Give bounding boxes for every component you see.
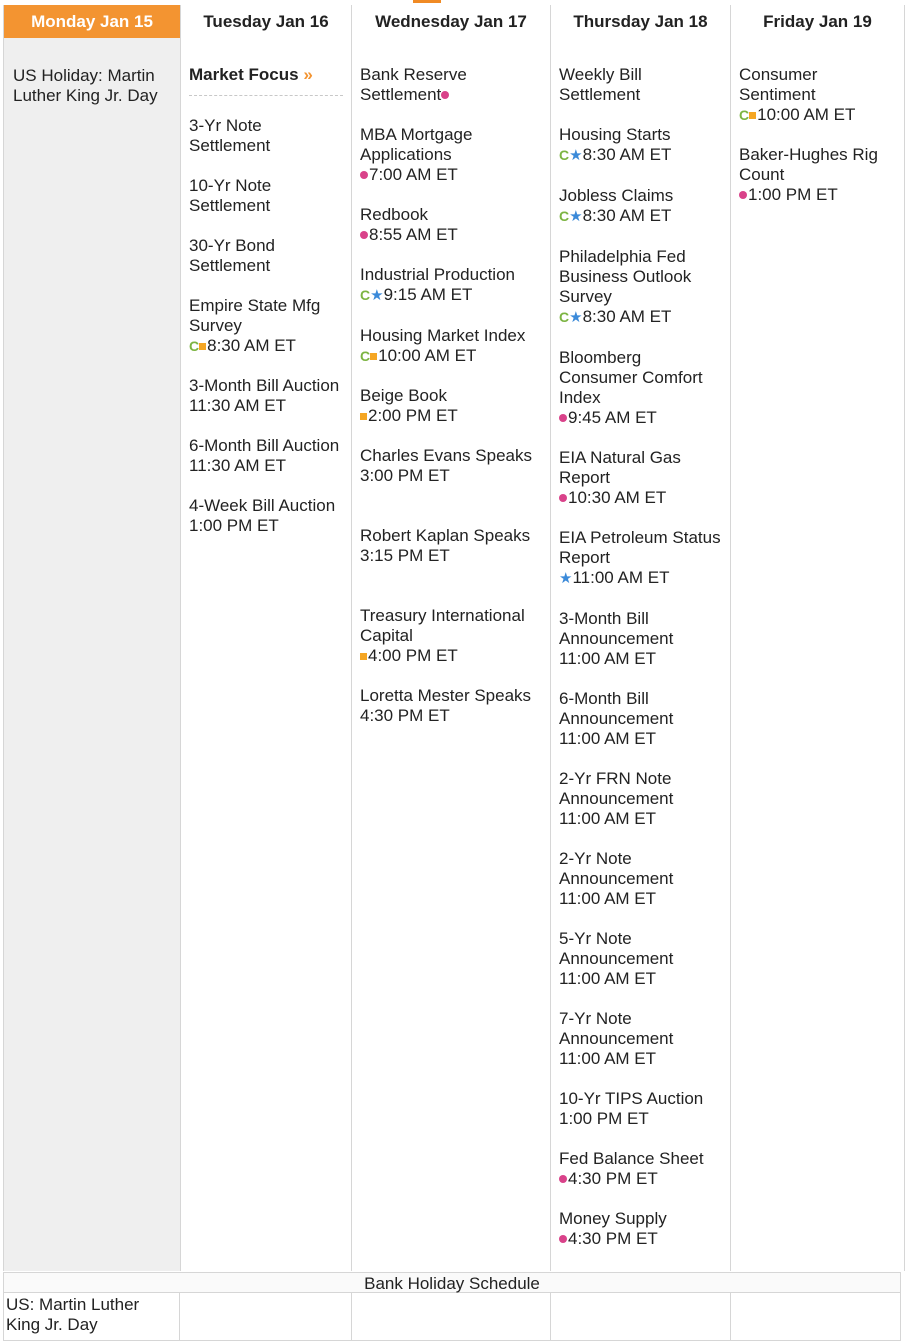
event-title[interactable] <box>360 326 542 346</box>
event-title[interactable] <box>360 65 542 105</box>
market-focus-link[interactable] <box>189 65 343 96</box>
event-time: 11:30 AM ET <box>189 456 287 475</box>
event-time: 11:00 AM ET <box>559 1049 657 1068</box>
event-title[interactable] <box>559 609 722 649</box>
event-item[interactable] <box>559 849 722 909</box>
event-title[interactable] <box>360 205 542 225</box>
event-time: 11:00 AM ET <box>572 568 670 587</box>
event-time: 4:30 PM ET <box>568 1229 658 1248</box>
event-title[interactable] <box>360 526 542 546</box>
star-icon: ★ <box>370 287 384 304</box>
event-time: 8:30 AM ET <box>582 206 672 225</box>
dot-icon <box>739 191 747 199</box>
event-title[interactable] <box>189 376 343 396</box>
event-time-line <box>360 346 542 366</box>
event-time: 10:00 AM ET <box>378 346 477 365</box>
event-item[interactable] <box>189 376 343 416</box>
event-title-text: Housing Starts <box>559 125 671 144</box>
event-title[interactable] <box>360 386 542 406</box>
event-time-line <box>360 285 542 306</box>
square-icon <box>360 413 367 420</box>
event-time-line <box>559 1049 722 1069</box>
event-title-text: Empire State Mfg Survey <box>189 296 321 335</box>
event-item[interactable] <box>189 116 343 156</box>
event-item[interactable] <box>360 205 542 245</box>
consensus-icon: C <box>739 107 750 123</box>
event-title-text: Weekly Bill Settlement <box>559 65 642 104</box>
day-header[interactable]: Wednesday Jan 17 <box>375 12 527 31</box>
day-header[interactable]: Thursday Jan 18 <box>573 12 708 31</box>
event-title[interactable] <box>360 606 542 646</box>
event-time: 1:00 PM ET <box>748 185 838 204</box>
event-time-line <box>189 336 343 356</box>
event-title[interactable] <box>559 448 722 488</box>
event-time: 8:30 AM ET <box>207 336 296 355</box>
event-title-text: 3-Month Bill Auction <box>189 376 340 395</box>
event-title[interactable] <box>559 186 722 206</box>
event-item[interactable] <box>559 609 722 669</box>
day-header[interactable]: Monday Jan 15 <box>4 5 180 38</box>
event-title-text: 10-Yr Note Settlement <box>189 176 272 215</box>
day-column-tuesday <box>181 5 352 1271</box>
event-time: 10:00 AM ET <box>757 105 856 124</box>
event-item[interactable] <box>559 247 722 328</box>
square-icon <box>199 343 206 350</box>
event-title-text: Consumer Sentiment <box>739 65 818 104</box>
event-time: 1:00 PM ET <box>559 1109 649 1128</box>
event-time: 4:30 PM ET <box>568 1169 658 1188</box>
event-item[interactable] <box>559 65 722 105</box>
bank-holiday-cell: US: Martin Luther King Jr. Day <box>3 1293 180 1341</box>
event-time-line <box>360 546 542 566</box>
event-title-text: Treasury International Capital <box>360 606 525 645</box>
event-title[interactable] <box>559 689 722 729</box>
day-column-friday <box>731 5 905 1271</box>
event-title-text: EIA Petroleum Status Report <box>559 528 721 567</box>
event-time-line <box>360 706 542 726</box>
event-time: 3:15 PM ET <box>360 546 450 565</box>
event-item[interactable] <box>559 528 722 589</box>
consensus-icon: C <box>559 147 570 163</box>
event-item[interactable] <box>559 125 722 166</box>
dot-icon <box>559 1235 567 1243</box>
event-item[interactable] <box>360 326 542 366</box>
consensus-icon: C <box>360 287 371 303</box>
holiday-note: US Holiday: Martin Luther King Jr. Day <box>13 66 158 105</box>
event-item[interactable] <box>559 1149 722 1189</box>
event-title-text: Philadelphia Fed Business Outlook Survey <box>559 247 692 306</box>
event-time: 11:00 AM ET <box>559 969 657 988</box>
event-item[interactable] <box>739 65 896 125</box>
event-time-line <box>559 488 722 508</box>
event-time-line <box>559 809 722 829</box>
event-title[interactable] <box>360 446 542 466</box>
event-time: 11:30 AM ET <box>189 396 287 415</box>
event-title[interactable] <box>559 348 722 408</box>
event-item[interactable] <box>360 446 542 486</box>
event-time-line <box>739 185 896 205</box>
event-title-text: Charles Evans Speaks <box>360 446 532 465</box>
event-title-text: 4-Week Bill Auction <box>189 496 336 515</box>
event-title-text: Loretta Mester Speaks <box>360 686 532 705</box>
event-item[interactable] <box>189 496 343 536</box>
event-time-line <box>559 649 722 669</box>
event-time: 2:00 PM ET <box>368 406 458 425</box>
event-title-text: 3-Month Bill Announcement <box>559 609 674 648</box>
consensus-icon: C <box>360 348 371 364</box>
event-time: 1:00 PM ET <box>189 516 279 535</box>
event-item[interactable] <box>189 236 343 276</box>
consensus-icon: C <box>559 208 570 224</box>
event-item[interactable] <box>559 929 722 989</box>
event-item[interactable] <box>360 65 542 105</box>
event-item[interactable] <box>559 1089 722 1129</box>
event-title-text: 30-Yr Bond Settlement <box>189 236 275 275</box>
event-time-line <box>559 408 722 428</box>
event-title[interactable] <box>559 1089 722 1109</box>
event-title[interactable] <box>559 247 722 307</box>
event-item[interactable] <box>559 1209 722 1249</box>
event-time-line <box>559 1109 722 1129</box>
dot-icon <box>559 1175 567 1183</box>
economic-calendar <box>3 0 905 1342</box>
event-title[interactable] <box>559 849 722 889</box>
event-title[interactable] <box>189 296 343 336</box>
event-title-text: Money Supply <box>559 1209 667 1228</box>
day-column-monday <box>3 5 181 1271</box>
event-title[interactable] <box>559 1009 722 1049</box>
event-title[interactable] <box>189 436 343 456</box>
event-item[interactable] <box>559 186 722 227</box>
event-title-text: 3-Yr Note Settlement <box>189 116 271 155</box>
square-icon <box>749 112 756 119</box>
event-title[interactable] <box>559 125 722 145</box>
event-title[interactable] <box>189 236 343 276</box>
square-icon <box>370 353 377 360</box>
event-time: 11:00 AM ET <box>559 729 657 748</box>
event-title-text: Fed Balance Sheet <box>559 1149 704 1168</box>
event-title-text: Robert Kaplan Speaks <box>360 526 531 545</box>
event-time: 7:00 AM ET <box>369 165 458 184</box>
event-item[interactable] <box>559 689 722 749</box>
event-title[interactable] <box>739 65 896 105</box>
star-icon: ★ <box>569 309 583 326</box>
event-item[interactable] <box>189 176 343 216</box>
event-time-line <box>739 105 896 125</box>
double-chevron-right-icon: » <box>303 65 313 84</box>
bank-holiday-cell <box>550 1293 731 1341</box>
square-icon <box>360 653 367 660</box>
event-time-line <box>360 406 542 426</box>
event-time-line <box>559 1169 722 1189</box>
event-title-text: 2-Yr FRN Note Announcement <box>559 769 674 808</box>
event-time-line <box>189 396 343 416</box>
event-title[interactable] <box>189 496 343 516</box>
bank-holiday-cell <box>351 1293 551 1341</box>
event-title-text: Jobless Claims <box>559 186 674 205</box>
event-title-text: 10-Yr TIPS Auction <box>559 1089 704 1108</box>
dot-icon <box>559 414 567 422</box>
dot-icon <box>441 91 449 99</box>
event-item[interactable] <box>559 348 722 428</box>
event-title-text: 7-Yr Note Announcement <box>559 1009 674 1048</box>
event-time-line <box>559 729 722 749</box>
consensus-icon: C <box>559 309 570 325</box>
event-item[interactable] <box>360 526 542 566</box>
event-time-line <box>189 516 343 536</box>
event-time-line <box>559 1229 722 1249</box>
event-item[interactable] <box>739 145 896 205</box>
event-title-text: Bloomberg Consumer Comfort Index <box>559 348 703 407</box>
event-title[interactable] <box>559 769 722 809</box>
event-time-line <box>559 145 722 166</box>
event-time: 11:00 AM ET <box>559 649 657 668</box>
bank-holiday-schedule <box>3 1272 901 1342</box>
day-header[interactable]: Friday Jan 19 <box>763 12 872 31</box>
event-item[interactable] <box>559 1009 722 1069</box>
event-time-line <box>360 466 542 486</box>
bank-holiday-title: Bank Holiday Schedule <box>3 1272 901 1293</box>
event-time-line <box>360 165 542 185</box>
event-title[interactable] <box>739 145 896 185</box>
day-column-thursday <box>551 5 731 1271</box>
event-time-line <box>559 889 722 909</box>
event-title[interactable] <box>189 116 343 156</box>
event-item[interactable] <box>189 436 343 476</box>
bank-holiday-cell <box>180 1293 352 1341</box>
event-title-text: Redbook <box>360 205 429 224</box>
event-title[interactable] <box>559 1209 722 1229</box>
event-title-text: EIA Natural Gas Report <box>559 448 681 487</box>
event-time-line <box>559 568 722 589</box>
event-time: 4:30 PM ET <box>360 706 450 725</box>
event-item[interactable] <box>360 125 542 185</box>
event-time-line <box>559 969 722 989</box>
event-time: 9:15 AM ET <box>383 285 473 304</box>
event-time: 3:00 PM ET <box>360 466 450 485</box>
event-time: 8:30 AM ET <box>582 307 672 326</box>
event-title-text: Industrial Production <box>360 265 515 284</box>
event-title[interactable] <box>559 929 722 969</box>
event-item[interactable] <box>189 296 343 356</box>
star-icon: ★ <box>569 147 583 164</box>
day-header[interactable]: Tuesday Jan 16 <box>203 12 329 31</box>
event-time: 11:00 AM ET <box>559 809 657 828</box>
event-title[interactable] <box>360 686 542 706</box>
bank-holiday-row <box>3 1293 901 1341</box>
event-title-text: 6-Month Bill Announcement <box>559 689 674 728</box>
event-time: 10:30 AM ET <box>568 488 667 507</box>
event-title[interactable] <box>559 1149 722 1169</box>
event-item[interactable] <box>360 386 542 426</box>
star-icon: ★ <box>559 570 573 587</box>
day-column-wednesday <box>352 5 551 1271</box>
event-title-text: Bank Reserve Settlement <box>360 65 467 104</box>
event-title[interactable] <box>360 265 542 285</box>
event-title-text: Baker-Hughes Rig Count <box>739 145 878 184</box>
event-time: 4:00 PM ET <box>368 646 458 665</box>
dot-icon <box>559 494 567 502</box>
event-time: 11:00 AM ET <box>559 889 657 908</box>
dot-icon <box>360 171 368 179</box>
event-title[interactable] <box>360 125 542 165</box>
event-time: 8:30 AM ET <box>582 145 672 164</box>
event-item[interactable] <box>360 686 542 726</box>
event-title-text: Housing Market Index <box>360 326 526 345</box>
event-title-text: Beige Book <box>360 386 447 405</box>
event-title[interactable] <box>189 176 343 216</box>
event-item[interactable] <box>559 448 722 508</box>
event-item[interactable] <box>559 769 722 829</box>
event-title-text: 2-Yr Note Announcement <box>559 849 674 888</box>
star-icon: ★ <box>569 208 583 225</box>
event-title-text: 5-Yr Note Announcement <box>559 929 674 968</box>
bank-holiday-cell <box>730 1293 901 1341</box>
market-focus-label: Market Focus <box>189 65 299 84</box>
event-title[interactable] <box>559 65 722 105</box>
consensus-icon: C <box>189 338 200 354</box>
event-title[interactable] <box>559 528 722 568</box>
event-time: 9:45 AM ET <box>568 408 657 427</box>
event-time-line <box>360 646 542 666</box>
event-title-text: MBA Mortgage Applications <box>360 125 473 164</box>
event-time-line <box>189 456 343 476</box>
event-time: 8:55 AM ET <box>369 225 458 244</box>
active-week-marker <box>413 0 441 3</box>
event-title-text: 6-Month Bill Auction <box>189 436 340 455</box>
event-time-line <box>559 206 722 227</box>
event-item[interactable] <box>360 265 542 306</box>
event-time-line <box>559 307 722 328</box>
event-time-line <box>360 225 542 245</box>
dot-icon <box>360 231 368 239</box>
event-item[interactable] <box>360 606 542 666</box>
